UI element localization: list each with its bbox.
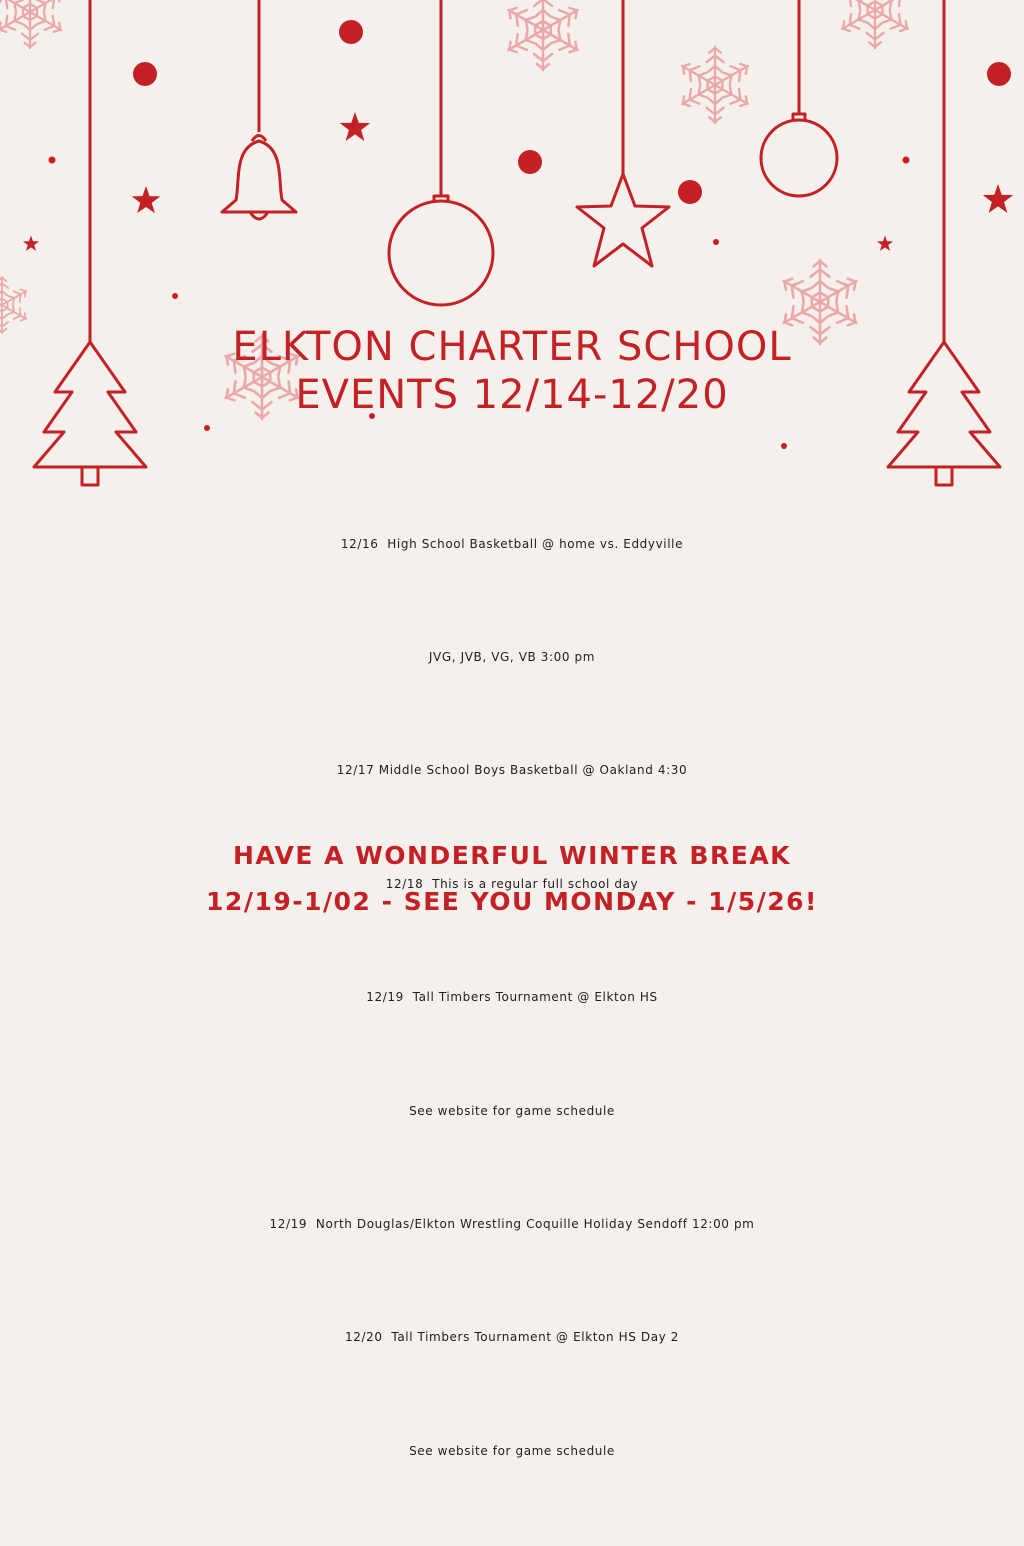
dot-icon bbox=[204, 425, 210, 431]
event-line: 12/19 Tall Timbers Tournament @ Elkton HS bbox=[366, 990, 658, 1005]
dot-icon bbox=[339, 20, 363, 44]
title-line-1: ELKTON CHARTER SCHOOL bbox=[232, 324, 792, 370]
star-icon bbox=[23, 236, 39, 251]
event-line: 12/20 Tall Timbers Tournament @ Elkton HS Day 2 bbox=[344, 1330, 680, 1345]
title-line-2: EVENTS 12/14-12/20 bbox=[295, 372, 729, 418]
star-icon bbox=[132, 186, 161, 213]
event-line: 12/16 High School Basketball @ home vs. Eddyville bbox=[340, 536, 684, 551]
dot-icon bbox=[903, 157, 910, 164]
event-title bbox=[0, 323, 1024, 419]
snowflake-icon bbox=[678, 47, 752, 123]
bell-ornament-icon bbox=[222, 0, 296, 219]
dot-icon bbox=[987, 62, 1011, 86]
closing-message bbox=[0, 833, 1024, 925]
event-line: JVG, JVB, VG, VB 3:00 pm bbox=[428, 649, 596, 664]
dot-icon bbox=[49, 157, 56, 164]
round-ornament-icon bbox=[389, 0, 493, 305]
snowflake-icon bbox=[0, 0, 65, 48]
closing-line-2: 12/19-1/02 - SEE YOU MONDAY - 1/5/26! bbox=[206, 887, 818, 916]
star-icon bbox=[877, 236, 893, 251]
snowflake-icon bbox=[504, 0, 582, 70]
event-line: 12/17 Middle School Boys Basketball @ Oakland 4:30 bbox=[336, 763, 688, 778]
star-icon bbox=[340, 112, 370, 141]
event-line: See website for game schedule bbox=[409, 1103, 615, 1118]
event-line: See website for game schedule bbox=[409, 1443, 615, 1458]
event-line: 12/19 North Douglas/Elkton Wrestling Coquille Holiday Sendoff 12:00 pm bbox=[269, 1216, 755, 1231]
round-ornament-icon bbox=[761, 0, 837, 196]
closing-line-1: HAVE A WONDERFUL WINTER BREAK bbox=[232, 841, 792, 870]
dot-icon bbox=[678, 180, 702, 204]
dot-icon bbox=[172, 293, 178, 299]
event-list bbox=[0, 450, 1024, 1546]
event-line: 12/18 This is a regular full school day bbox=[385, 876, 639, 891]
snowflake-icon bbox=[838, 0, 912, 48]
dot-icon bbox=[133, 62, 157, 86]
star-icon bbox=[983, 184, 1013, 213]
dot-icon bbox=[518, 150, 542, 174]
star-ornament-icon bbox=[577, 0, 669, 266]
dot-icon bbox=[781, 443, 787, 449]
dot-icon bbox=[713, 239, 719, 245]
